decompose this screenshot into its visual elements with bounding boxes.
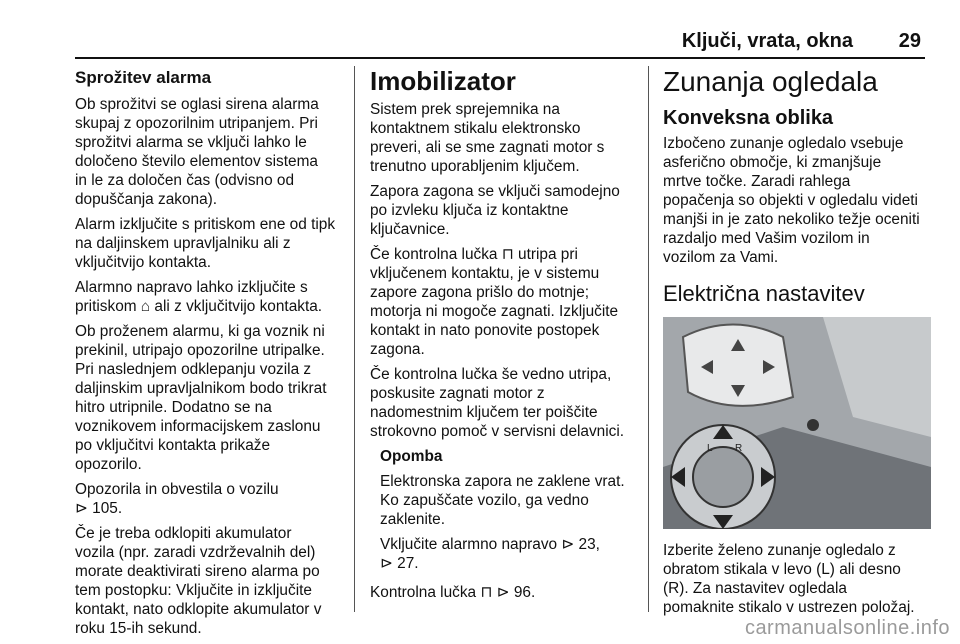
note-text: Elektronska zapora ne zaklene vrat. Ko zapuščate vozilo, ga vedno zaklenite. bbox=[380, 473, 625, 528]
header-title: Ključi, vrata, okna bbox=[681, 30, 853, 52]
paragraph: Če kontrolna lučka ⊓ utripa pri vključenem kontaktu, je v sistemu zapore zagona prišlo do motnje; motorja ni mogoče zagnati. Izključite kontakt in nato ponovite postopek zagona. bbox=[370, 246, 619, 358]
svg-text:R: R bbox=[735, 443, 743, 454]
indicator-reference: Kontrolna lučka ⊓ ⊳ 96. bbox=[370, 584, 536, 601]
note-title: Opomba bbox=[380, 448, 443, 465]
subheading-convex: Konveksna oblika bbox=[663, 107, 834, 129]
column-immobilizer bbox=[370, 66, 638, 608]
header-rule bbox=[75, 57, 925, 59]
paragraph: Če je treba odklopiti akumulator vozila (npr. zaradi vzdrževalnih del) morate deaktivirati sireno alarma po tem postopku: Vključite in izključite kontakt, nato odklopite akumulator v roku 15-ih sekund. bbox=[75, 525, 322, 637]
column-mirrors bbox=[663, 66, 931, 623]
page-number: 29 bbox=[898, 30, 921, 52]
note-box bbox=[380, 447, 638, 573]
svg-text:L: L bbox=[707, 443, 713, 454]
paragraph: Alarmno napravo lahko izključite s pritiskom ⌂ ali z vključitvijo kontakta. bbox=[75, 279, 323, 315]
section-heading-immobilizer: Imobilizator bbox=[370, 66, 516, 96]
paragraph: Izbočeno zunanje ogledalo vsebuje asferično območje, ki zmanjšuje mrtve točke. Zaradi rahlega popačenja so objekti v ogledalu videti manjši in je zato nekoliko težje oceniti razdaljo med Vašim vozilom in vozilom za Vami. bbox=[663, 135, 920, 266]
paragraph: Če kontrolna lučka še vedno utripa, poskusite zagnati motor z nadomestnim ključem ter poiščite strokovno pomoč v servisni delavnici. bbox=[370, 366, 625, 440]
paragraph: Ob sprožitvi se oglasi sirena alarma skupaj z opozorilnim utripanjem. Pri sprožitvi alarma se vključi lahko le določeno število elementov sistema in le za določen čas (odvisno od dopuščanja zakona). bbox=[75, 96, 319, 208]
page-header bbox=[75, 26, 925, 56]
mirror-switch-photo bbox=[663, 317, 931, 529]
mirror-switch-illustration bbox=[663, 317, 931, 529]
cross-reference: Opozorila in obvestila o vozilu ⊳ 105. bbox=[75, 481, 279, 517]
watermark: carmanualsonline.info bbox=[744, 617, 950, 639]
section-heading-mirrors: Zunanja ogledala bbox=[663, 66, 878, 97]
paragraph: Sistem prek sprejemnika na kontaktnem stikalu elektronsko preveri, ali se sme zagnati motor s trenutno uporabljenim ključem. bbox=[370, 101, 605, 175]
paragraph: Alarm izključite s pritiskom ene od tipk na daljinskem upravljalniku ali z vključitvijo kontakta. bbox=[75, 216, 336, 271]
paragraph: Zapora zagona se vključi samodejno po izvleku ključa iz kontaktne ključavnice. bbox=[370, 183, 620, 238]
column-alarm bbox=[75, 66, 343, 644]
column-divider bbox=[354, 66, 355, 612]
subheading-electric: Električna nastavitev bbox=[663, 281, 865, 306]
column-divider bbox=[648, 66, 649, 612]
paragraph: Ob proženem alarmu, ki ga voznik ni prekinil, utripajo opozorilne utripalke. Pri naslednjem odklepanju vozila z daljinskim upravljalnikom bodo trikrat hitro utripnile. Dodatno se na voznikovem informacijskem zaslonu po vključitvi kontakta prikaže opozorilo. bbox=[75, 323, 327, 473]
paragraph: Izberite želeno zunanje ogledalo z obratom stikala v levo (L) ali desno (R). Za nastavitev ogledala pomaknite stikalo v ustrezen položaj. bbox=[663, 542, 915, 616]
section-heading-alarm: Sprožitev alarma bbox=[75, 68, 212, 87]
note-text: Vključite alarmno napravo ⊳ 23, ⊳ 27. bbox=[380, 536, 600, 572]
